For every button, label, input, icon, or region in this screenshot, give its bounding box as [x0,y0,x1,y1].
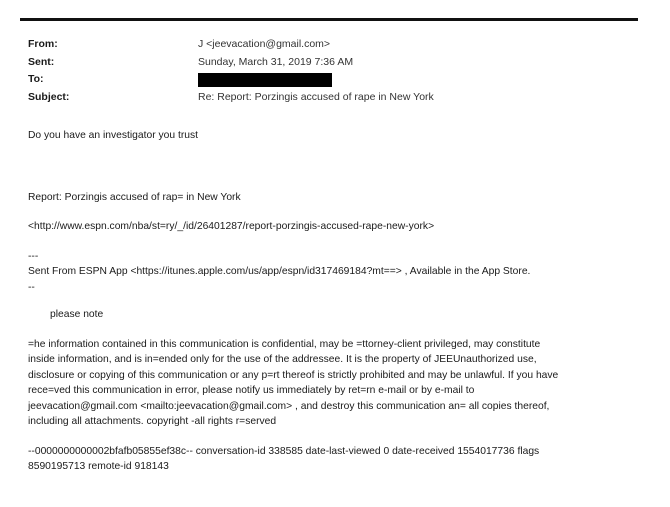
separator: --- [28,250,39,262]
disclaimer-line: rece=ved this communication in error, please notify us immediately by ret=rn e-mail or by e-mail to [28,385,475,396]
disclaimer-line: disclosure or copying of this communication or any p=rt thereof is strictly prohibited and may be unlawful. If you have [28,369,559,381]
footer-line: 8590195713 remote-id 918143 [28,461,169,472]
subject-value: Re: Report: Porzingis accused of rape in New York [198,90,434,103]
from-label: From: [28,38,58,50]
from-row [28,36,628,54]
sent-label: Sent: [28,55,55,68]
to-label: To: [28,73,44,85]
sent-value: Sunday, March 31, 2019 7:36 AM [198,55,354,68]
sent-row [28,54,628,72]
email-header [28,36,628,106]
report-title: Report: Porzingis accused of rap= in New York [28,191,241,203]
disclaimer-line: including all attachments. copyright -all rights r=served [28,416,277,427]
top-divider [20,18,638,21]
disclaimer-line: =he information contained in this communication is confidential, may be =ttorney-client privileged, may constitute [28,338,541,350]
from-value: J <jeevacation@gmail.com> [198,38,331,50]
disclaimer-line: inside information, and is in=ended only for the use of the addressee. It is the property of JEEUnauthorized use, [28,354,537,365]
separator: -- [28,281,35,293]
to-row [28,71,628,89]
subject-row [28,89,628,107]
footer-line: --0000000000002bfafb05855ef38c-- conversation-id 338585 date-last-viewed 0 date-received 1554017736 flags [28,445,540,457]
disclaimer-line: jeevacation@gmail.com <mailto:jeevacation@gmail.com> , and destroy this communication an= all copies thereof, [28,400,550,412]
report-url: <http://www.espn.com/nba/st=ry/_/id/26401287/report-porzingis-accused-rape-new-york> [28,221,435,232]
sent-from-line: Sent From ESPN App <https://itunes.apple.com/us/app/espn/id317469184?mt==> , Available in the App Store. [28,266,531,277]
please-note: please note [50,309,104,320]
email-body [28,128,638,475]
subject-label: Subject: [28,90,70,103]
redaction-box [198,73,332,87]
message-line: Do you have an investigator you trust [28,130,198,141]
